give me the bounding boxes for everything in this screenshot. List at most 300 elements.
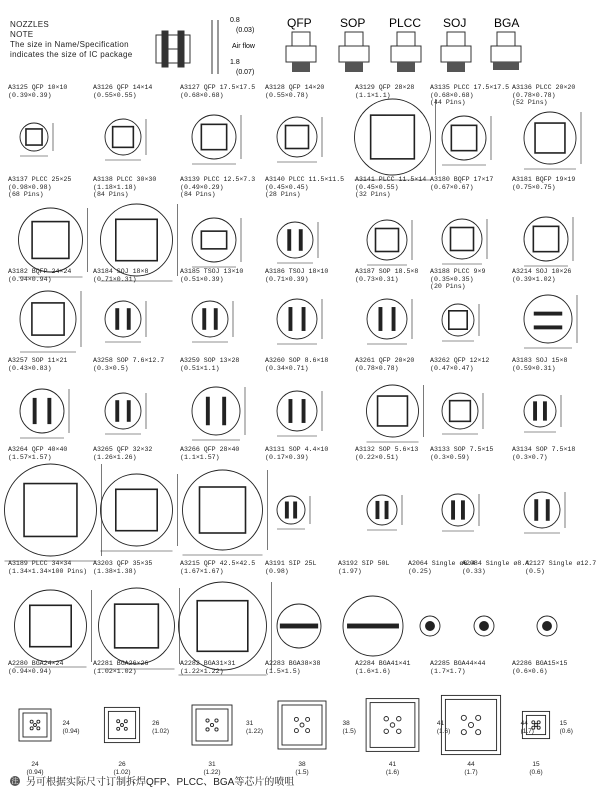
nozzle-circle bbox=[5, 464, 97, 556]
bga-dim-label: (0.94) bbox=[26, 769, 44, 776]
nozzle-title bbox=[355, 446, 418, 461]
nozzle-title-line: (0.3×0.59) bbox=[430, 453, 470, 461]
note-line: indicates the size of IC package bbox=[10, 50, 133, 59]
nozzle-title-line: A2281 BGA26×26 bbox=[93, 660, 149, 667]
nozzle-shape bbox=[192, 218, 241, 267]
nozzle-circle bbox=[99, 588, 175, 664]
nozzle-drawing bbox=[430, 104, 512, 180]
nozzle-title bbox=[180, 176, 255, 199]
note-badge: 注 bbox=[11, 777, 19, 785]
bga-dim-label: 41 bbox=[388, 761, 397, 768]
nozzle-title-line: (84 Pins) bbox=[93, 191, 129, 198]
nozzle-shape bbox=[367, 495, 402, 530]
nozzle-title bbox=[8, 84, 67, 99]
sop-bar-left bbox=[535, 500, 538, 521]
nozzle-shape bbox=[105, 393, 146, 434]
bga-dim-label: 41 bbox=[436, 720, 445, 727]
nozzle-drawing bbox=[512, 682, 596, 776]
nozzle-title-line: (1.22×1.22) bbox=[180, 667, 224, 675]
nozzle-shape bbox=[105, 301, 146, 342]
nozzle-title-line: (0.51×0.39) bbox=[180, 275, 224, 283]
note-line: The size in Name/Specification bbox=[10, 40, 129, 49]
bga-hole bbox=[461, 715, 466, 720]
nozzle-shape bbox=[101, 474, 178, 551]
nozzle-square bbox=[451, 228, 474, 251]
nozzle-title-line: (1.1×1.57) bbox=[180, 453, 220, 461]
nozzle-title-line: A3191 SIP 25L bbox=[265, 560, 317, 567]
nozzle-square bbox=[26, 129, 42, 145]
type-qfp bbox=[286, 16, 316, 72]
bga-hole bbox=[476, 730, 481, 735]
nozzle-shape bbox=[524, 295, 577, 348]
nozzle-title-line: A2283 BGA38×38 bbox=[265, 660, 321, 667]
bga-outer bbox=[441, 695, 500, 754]
nozzle-rect bbox=[201, 231, 226, 249]
nozzle-title-line: A3264 QFP 40×40 bbox=[8, 446, 68, 453]
nozzle-title-line: A3134 SOP 7.5×18 bbox=[512, 446, 576, 453]
nozzle-title-line: A3184 SOJ 18×8 bbox=[93, 268, 149, 275]
nozzle-square bbox=[376, 229, 399, 252]
nozzle-circle bbox=[101, 474, 173, 546]
bga-outer bbox=[19, 709, 51, 741]
nozzle-drawing bbox=[512, 104, 596, 180]
sop-bar-left bbox=[116, 309, 119, 330]
nozzle-title-line: (0.43×0.83) bbox=[8, 364, 52, 372]
nozzle-title-line: A3180 BQFP 17×17 bbox=[430, 176, 494, 183]
bga-hole bbox=[30, 720, 33, 723]
nozzle-square bbox=[32, 303, 64, 335]
nozzle-circle bbox=[524, 395, 556, 427]
nozzle-title bbox=[355, 84, 414, 99]
nozzle-circle bbox=[19, 208, 83, 272]
nozzle-circle bbox=[367, 299, 407, 339]
nozzle-title-line: A3135 PLCC 17.5×17.5 bbox=[430, 84, 510, 91]
airflow-label: Air flow bbox=[232, 43, 255, 50]
bga-dim-label: (1.22) bbox=[246, 728, 263, 735]
nozzle-title-line: (0.22×0.51) bbox=[355, 453, 399, 461]
nozzle-shape bbox=[367, 220, 412, 265]
nozzle-title-line: (0.5) bbox=[525, 567, 545, 575]
nozzle-circle bbox=[524, 112, 576, 164]
bga-dim-label: 15 bbox=[532, 761, 540, 768]
nozzle-title-line: A2285 BGA44×44 bbox=[430, 660, 486, 667]
nozzle-circle bbox=[105, 301, 141, 337]
nozzle-title-line: A3203 QFP 35×35 bbox=[93, 560, 153, 567]
nozzle-title-line: (0.45×0.55) bbox=[355, 183, 399, 191]
nozzle-title bbox=[355, 660, 410, 675]
nozzle-title-line: (0.3×0.7) bbox=[512, 453, 548, 461]
nozzle-title-line: (1.6×1.6) bbox=[355, 667, 391, 675]
nozzle-title bbox=[430, 357, 489, 372]
bga-inner bbox=[445, 699, 496, 750]
nozzle-title-line: A3259 SOP 13×28 bbox=[180, 357, 240, 364]
dim-top: 0.8 bbox=[230, 17, 240, 24]
nozzle-circle bbox=[442, 304, 474, 336]
sop-bar-right bbox=[223, 397, 226, 425]
bga-hole bbox=[34, 724, 37, 727]
nozzle-title bbox=[430, 446, 493, 461]
nozzle-circle bbox=[101, 204, 173, 276]
sop-bar-left bbox=[376, 501, 379, 518]
type-qfp-label: QFP bbox=[287, 16, 312, 30]
nozzle-square bbox=[116, 489, 157, 530]
nozzle-drawing bbox=[8, 682, 93, 776]
nozzle-title-line: (0.47×0.47) bbox=[430, 364, 474, 372]
nozzle-drawing bbox=[180, 460, 265, 568]
nozzle-title-line: A2286 BGA15×15 bbox=[512, 660, 568, 667]
sop-bar-left bbox=[203, 309, 206, 330]
nozzle-title-line: A3138 PLCC 30×30 bbox=[93, 176, 157, 183]
nozzle-title bbox=[93, 84, 152, 99]
nozzle-square bbox=[113, 127, 134, 148]
nozzle-title-line: (1.38×1.38) bbox=[93, 567, 137, 575]
nozzle-drawing bbox=[8, 98, 93, 184]
nozzle-shape bbox=[20, 389, 69, 438]
nozzle-title-line: A3131 SOP 4.4×10 bbox=[265, 446, 329, 453]
nozzle-circle bbox=[277, 117, 317, 157]
bga-hole bbox=[294, 717, 298, 721]
bga-hole bbox=[306, 729, 310, 733]
nozzle-title-line: (0.33) bbox=[462, 567, 486, 575]
sop-bar-left bbox=[285, 502, 288, 518]
nozzle-square bbox=[115, 604, 159, 648]
nozzle-drawing bbox=[8, 460, 93, 568]
nozzle-shape bbox=[343, 596, 403, 656]
nozzle-circle bbox=[183, 470, 263, 550]
nozzle-title bbox=[512, 446, 575, 461]
bga-dim-label: 31 bbox=[246, 720, 254, 727]
nozzle-circle bbox=[105, 393, 141, 429]
nozzle-drawing bbox=[265, 98, 355, 184]
nozzle-title-line: (1.26×1.26) bbox=[93, 453, 137, 461]
nozzle-circle bbox=[192, 115, 236, 159]
nozzle-square bbox=[449, 311, 467, 329]
bga-dim-label: 26 bbox=[152, 720, 160, 727]
nozzle-title bbox=[180, 357, 239, 372]
nozzle-circle bbox=[20, 389, 64, 433]
nozzle-title bbox=[512, 357, 567, 372]
nozzle-title-line: A3139 PLCC 12.5×7.3 bbox=[180, 176, 256, 183]
sop-bar-right bbox=[127, 401, 130, 422]
nozzle-shape bbox=[367, 299, 412, 344]
nozzle-title bbox=[8, 560, 87, 575]
nozzle-shape bbox=[20, 123, 53, 156]
nozzle-title-line: A3125 QFP 10×10 bbox=[8, 84, 68, 91]
nozzle-square bbox=[197, 601, 248, 652]
nozzle-title-line: A3185 TSOJ 13×10 bbox=[180, 268, 244, 275]
nozzle-title-line: (1.57×1.57) bbox=[8, 453, 52, 461]
bga-inner bbox=[526, 715, 545, 734]
bga-outer bbox=[278, 701, 326, 749]
nozzle-title-line: (0.25) bbox=[408, 567, 432, 575]
sop-bar-left bbox=[116, 401, 119, 422]
nozzle-profile-diagram bbox=[156, 20, 218, 74]
nozzle-drawing bbox=[512, 460, 596, 568]
nozzle-title-line: A3182 BQFP 24×24 bbox=[8, 268, 72, 275]
nozzle-shape bbox=[277, 496, 310, 529]
dim-top-in: (0.03) bbox=[236, 27, 255, 34]
nozzle-title-line: (0.94×0.94) bbox=[8, 275, 52, 283]
bga-hole bbox=[397, 716, 401, 720]
nozzle-shape bbox=[442, 219, 487, 264]
nozzle-title-line: (68 Pins) bbox=[8, 191, 44, 198]
nozzle-circle bbox=[277, 391, 317, 431]
nozzle-square bbox=[32, 222, 69, 259]
nozzle-title-line: (0.75×0.75) bbox=[512, 183, 556, 191]
nozzle-drawing bbox=[430, 682, 534, 776]
nozzle-title bbox=[93, 446, 152, 461]
bga-hole bbox=[532, 721, 535, 724]
nozzle-shape bbox=[442, 494, 479, 531]
nozzle-drawing bbox=[265, 282, 355, 364]
nozzle-title bbox=[265, 84, 324, 99]
nozzle-title bbox=[8, 357, 67, 372]
nozzle-title-line: (1.7×1.7) bbox=[430, 667, 466, 675]
nozzle-shape bbox=[442, 304, 479, 341]
bga-hole bbox=[384, 716, 388, 720]
nozzle-title bbox=[512, 268, 571, 283]
nozzle-circle bbox=[524, 492, 560, 528]
nozzle-circle bbox=[192, 301, 228, 337]
nozzle-title bbox=[512, 660, 567, 675]
nozzle-title-line: (0.98×0.98) bbox=[8, 183, 52, 191]
bga-inner bbox=[23, 713, 47, 737]
nozzle-title-line: (0.3×0.5) bbox=[93, 364, 129, 372]
nozzle-circle bbox=[192, 387, 240, 435]
nozzle-title-line: A3265 QFP 32×32 bbox=[93, 446, 153, 453]
nozzle-shape bbox=[524, 492, 565, 533]
footer-text: 另可根据实际尺寸订制拆焊QFP、PLCC、BGA等芯片的喷咀 bbox=[26, 777, 295, 788]
nozzle-shape bbox=[5, 464, 102, 561]
nozzle-circle bbox=[367, 385, 419, 437]
nozzle-title bbox=[8, 660, 63, 675]
nozzle-shape bbox=[367, 385, 424, 442]
nozzle-drawing bbox=[93, 98, 180, 184]
bga-hole bbox=[384, 729, 388, 733]
nozzle-shape bbox=[277, 391, 322, 436]
nozzle-title-line: A3183 SOJ 15×8 bbox=[512, 357, 568, 364]
sop-bar-right bbox=[392, 308, 395, 331]
nozzle-title-line: (0.39×1.02) bbox=[512, 275, 556, 283]
note-line: NOTE bbox=[10, 30, 34, 39]
nozzle-title-line: (44 Pins) bbox=[430, 99, 466, 106]
nozzle-circle bbox=[179, 582, 267, 670]
nozzle-title-line: (0.73×0.31) bbox=[355, 275, 399, 283]
nozzle-shape bbox=[192, 705, 232, 745]
nozzle-circle bbox=[355, 99, 431, 175]
bga-hole bbox=[537, 721, 540, 724]
nozzle-circle bbox=[20, 291, 76, 347]
nozzle-title bbox=[355, 357, 414, 372]
nozzle-title bbox=[525, 560, 596, 575]
nozzle-title-line: (0.55×0.55) bbox=[93, 91, 137, 99]
nozzle-circle bbox=[192, 218, 236, 262]
nozzle-circle bbox=[277, 222, 313, 258]
nozzle-shape bbox=[277, 299, 322, 344]
nozzle-title-line: (28 Pins) bbox=[265, 191, 301, 198]
single-nozzle-hole bbox=[426, 622, 435, 631]
bga-hole bbox=[37, 720, 40, 723]
bga-dim-label: (1.5) bbox=[342, 728, 356, 735]
nozzle-title-line: A3136 PLCC 20×20 bbox=[512, 84, 576, 91]
bga-inner bbox=[370, 703, 415, 748]
bga-hole bbox=[390, 723, 394, 727]
nozzle-shape bbox=[105, 119, 146, 160]
nozzle-title-line: A3132 SOP 5.6×13 bbox=[355, 446, 419, 453]
nozzle-title-line: A2084 Single ø8.4 bbox=[462, 560, 530, 567]
sop-bar-right bbox=[214, 309, 217, 330]
bga-hole bbox=[206, 719, 209, 722]
nozzle-title bbox=[265, 446, 328, 461]
sop-bar-right bbox=[48, 398, 51, 423]
header-diagrams bbox=[0, 0, 600, 80]
nozzle-drawing bbox=[430, 288, 512, 360]
single-nozzle-hole bbox=[480, 622, 489, 631]
nozzle-circle bbox=[277, 299, 317, 339]
type-plcc bbox=[389, 16, 421, 72]
nozzle-title-line: A3141 PLCC 11.5×14 bbox=[355, 176, 427, 183]
nozzle-shape bbox=[104, 707, 139, 742]
nozzle-circle bbox=[105, 119, 141, 155]
nozzle-shape bbox=[366, 699, 419, 752]
single-nozzle-hole bbox=[543, 622, 552, 631]
nozzle-circle bbox=[367, 495, 397, 525]
nozzle-title-line: A3187 SOP 18.5×8 bbox=[355, 268, 419, 275]
nozzle-circle bbox=[442, 116, 486, 160]
nozzle-title-line: (84 Pins) bbox=[180, 191, 216, 198]
sop-bar-right bbox=[543, 402, 546, 420]
sop-bar-left bbox=[452, 501, 455, 519]
nozzle-title bbox=[180, 560, 255, 575]
nozzle-shape bbox=[524, 395, 561, 432]
nozzle-shape bbox=[355, 99, 436, 180]
type-sop-label: SOP bbox=[340, 16, 366, 30]
nozzle-title bbox=[265, 268, 328, 283]
nozzle-title bbox=[93, 560, 152, 575]
bga-dim-label: 15 bbox=[559, 720, 567, 727]
bga-hole bbox=[468, 722, 473, 727]
bga-hole bbox=[37, 727, 40, 730]
nozzle-title-line: A3215 QFP 42.5×42.5 bbox=[180, 560, 256, 567]
nozzle-drawing bbox=[355, 682, 451, 776]
bga-dim-label: 38 bbox=[298, 761, 306, 768]
header bbox=[0, 0, 600, 80]
nozzle-title-line: (0.55×0.78) bbox=[265, 91, 309, 99]
nozzle-shape bbox=[277, 222, 318, 263]
nozzle-title-line: A3140 PLCC 11.5×11.5 bbox=[265, 176, 345, 183]
bga-hole bbox=[206, 728, 209, 731]
nozzle-title-line: (0.59×0.31) bbox=[512, 364, 556, 372]
nozzle-drawing bbox=[265, 460, 355, 568]
nozzle-shape bbox=[524, 217, 573, 266]
type-bga-label: BGA bbox=[494, 16, 520, 30]
nozzle-title-line: A3257 SOP 11×21 bbox=[8, 357, 68, 364]
nozzle-title-line: (1.18×1.18) bbox=[93, 183, 137, 191]
nozzle-title bbox=[93, 660, 148, 675]
nozzle-circle bbox=[524, 217, 568, 261]
nozzle-title bbox=[265, 357, 328, 372]
sop-bar-bottom bbox=[534, 326, 562, 329]
nozzle-shape bbox=[19, 709, 51, 741]
nozzle-title-line: A3137 PLCC 25×25 bbox=[8, 176, 72, 183]
nozzle-title-line: A3126 QFP 14×14 bbox=[93, 84, 153, 91]
bga-inner bbox=[196, 709, 228, 741]
nozzle-title-line: A3258 SOP 7.6×12.7 bbox=[93, 357, 165, 364]
nozzle-title-line: (1.02×1.02) bbox=[93, 667, 137, 675]
nozzle-drawing bbox=[265, 682, 355, 776]
nozzle-title-line: (0.71×0.39) bbox=[265, 275, 309, 283]
bga-hole bbox=[30, 727, 33, 730]
nozzle-shape bbox=[442, 393, 483, 434]
bga-hole bbox=[124, 727, 127, 730]
nozzle-title bbox=[355, 176, 426, 199]
bga-hole bbox=[532, 726, 535, 729]
nozzle-title bbox=[265, 660, 320, 675]
nozzle-title bbox=[93, 176, 156, 199]
sip-slot bbox=[348, 624, 399, 628]
nozzle-shape bbox=[99, 588, 180, 669]
nozzle-title-line: A3127 QFP 17.5×17.5 bbox=[180, 84, 256, 91]
bga-dim-label: 44 bbox=[520, 720, 528, 727]
nozzle-title bbox=[8, 268, 71, 283]
nozzle-title bbox=[430, 176, 493, 191]
nozzle-circle bbox=[367, 220, 407, 260]
nozzle-drawing bbox=[180, 98, 265, 184]
nozzle-title-line: (0.34×0.71) bbox=[265, 364, 309, 372]
bga-hole bbox=[535, 724, 538, 727]
nozzle-shape bbox=[524, 112, 581, 169]
bga-dim-label: 24 bbox=[62, 720, 70, 727]
nozzle-title bbox=[430, 660, 485, 675]
bga-dim-label: 44 bbox=[467, 761, 475, 768]
nozzle-drawing bbox=[93, 460, 180, 568]
nozzle-shape bbox=[20, 291, 81, 352]
dim-bottom-in: (0.07) bbox=[236, 69, 255, 76]
bga-hole bbox=[210, 723, 213, 726]
footer-note bbox=[10, 773, 294, 788]
nozzle-title-line: A3181 BQFP 19×19 bbox=[512, 176, 576, 183]
sop-bar-right bbox=[302, 308, 305, 331]
nozzle-title bbox=[93, 357, 164, 372]
nozzle-title bbox=[8, 176, 71, 199]
nozzle-drawing bbox=[93, 682, 180, 776]
sip-slot bbox=[280, 624, 317, 628]
nozzle-square bbox=[286, 126, 309, 149]
nozzle-title-line: (32 Pins) bbox=[355, 191, 391, 198]
nozzle-title-line: A3262 QFP 12×12 bbox=[430, 357, 490, 364]
nozzle-square bbox=[371, 115, 415, 159]
note-line: NOZZLES bbox=[10, 20, 49, 29]
bga-dim-label: (1.5) bbox=[295, 769, 309, 776]
nozzle-title-line: (0.68×0.68) bbox=[430, 91, 474, 99]
nozzle-title-line: A3188 PLCC 9×9 bbox=[430, 268, 486, 275]
nozzle-square bbox=[450, 401, 471, 422]
nozzle-title-line: A2280 BGA24×24 bbox=[8, 660, 64, 667]
nozzle-title-line: (1.34×1.34×100 Pins) bbox=[8, 567, 88, 575]
nozzle-title bbox=[93, 268, 148, 283]
bga-outer bbox=[366, 699, 419, 752]
bga-dim-label: (0.94) bbox=[62, 728, 80, 735]
nozzle-square bbox=[200, 487, 246, 533]
nozzle-shape bbox=[277, 604, 321, 648]
nozzle-shape bbox=[420, 616, 440, 636]
nozzle-shape bbox=[192, 301, 233, 342]
bga-inner bbox=[282, 705, 322, 745]
sop-bar-right bbox=[385, 501, 388, 518]
nozzle-circle bbox=[524, 295, 572, 343]
nozzle-title bbox=[180, 446, 239, 461]
nozzle-circle bbox=[277, 496, 305, 524]
